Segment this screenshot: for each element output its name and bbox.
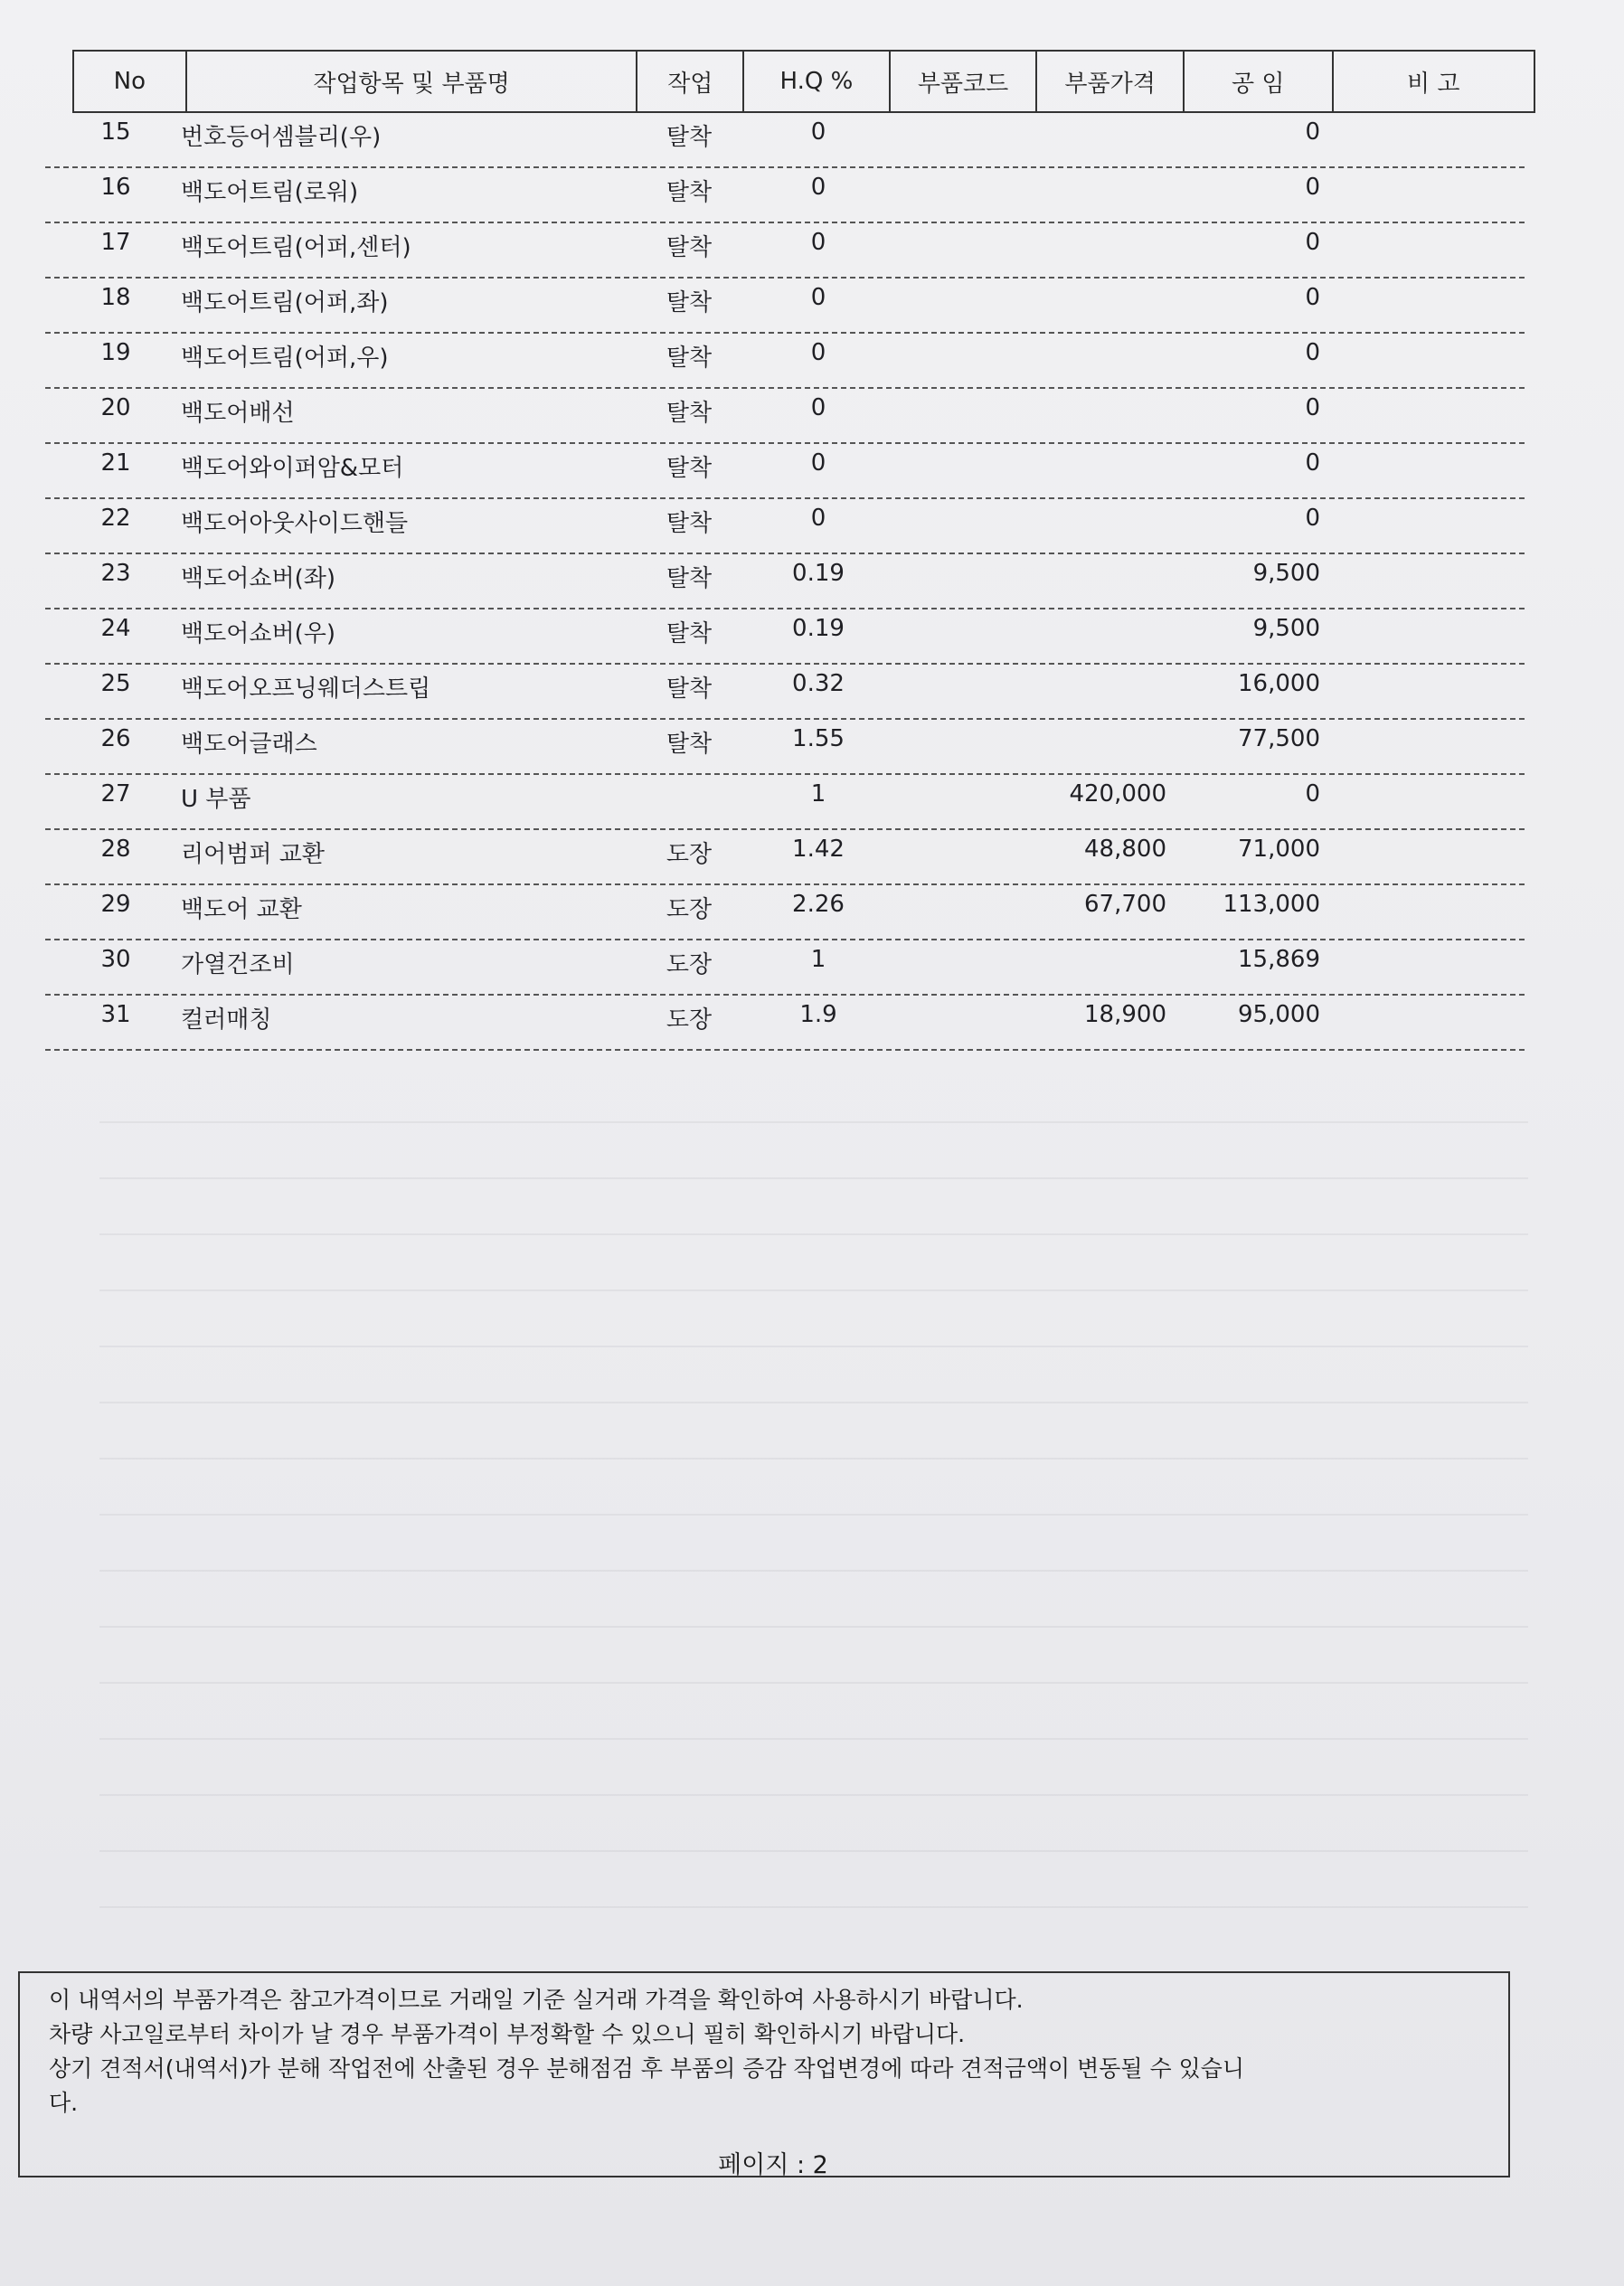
row-labor: 113,000 xyxy=(1223,891,1320,918)
table-row xyxy=(0,775,1624,830)
table-row xyxy=(0,665,1624,720)
row-part-price: 18,900 xyxy=(1084,1001,1166,1028)
row-work: 탈착 xyxy=(666,565,713,592)
page-number: 페이지 : 2 xyxy=(718,2151,828,2179)
row-no: 19 xyxy=(100,339,131,366)
row-hq: 0 xyxy=(810,449,826,477)
row-hq: 2.26 xyxy=(792,891,845,918)
row-no: 24 xyxy=(100,615,131,642)
table-row xyxy=(0,720,1624,775)
row-no: 22 xyxy=(100,505,131,532)
table-row xyxy=(0,554,1624,609)
row-no: 27 xyxy=(100,780,131,808)
row-work: 탈착 xyxy=(666,620,713,647)
row-no: 21 xyxy=(100,449,131,477)
row-part-price: 67,700 xyxy=(1084,891,1166,918)
table-row xyxy=(0,499,1624,554)
row-labor: 71,000 xyxy=(1238,836,1320,863)
row-work: 탈착 xyxy=(666,345,713,372)
row-work: 탈착 xyxy=(666,510,713,537)
row-item-name: 백도어쇼버(우) xyxy=(181,620,335,647)
table-row xyxy=(0,113,1624,168)
table-row xyxy=(0,334,1624,389)
row-hq: 1 xyxy=(810,946,826,973)
row-no: 18 xyxy=(100,284,131,311)
row-item-name: 백도어트림(로워) xyxy=(181,179,359,206)
row-labor: 95,000 xyxy=(1238,1001,1320,1028)
row-item-name: 백도어글래스 xyxy=(181,731,317,758)
notice-line-1: 이 내역서의 부품가격은 참고가격이므로 거래일 기준 실거래 가격을 확인하여 사용하시기 바랍니다. xyxy=(49,1987,1024,2013)
bleed-through-shadow xyxy=(99,1067,1528,1926)
row-no: 29 xyxy=(100,891,131,918)
row-hq: 0 xyxy=(810,339,826,366)
row-part-price: 48,800 xyxy=(1084,836,1166,863)
row-no: 17 xyxy=(100,229,131,256)
row-labor: 16,000 xyxy=(1238,670,1320,697)
row-work: 탈착 xyxy=(666,731,713,758)
row-work: 도장 xyxy=(666,841,713,868)
table-header xyxy=(72,50,1535,113)
row-item-name: 백도어트림(어퍼,좌) xyxy=(181,289,389,316)
row-work: 탈착 xyxy=(666,234,713,261)
row-labor: 0 xyxy=(1305,174,1320,201)
header-item: 작업항목 및 부품명 xyxy=(187,52,638,111)
row-labor: 0 xyxy=(1305,339,1320,366)
row-hq: 0 xyxy=(810,174,826,201)
row-work: 탈착 xyxy=(666,179,713,206)
row-item-name: 백도어쇼버(좌) xyxy=(181,565,335,592)
row-no: 26 xyxy=(100,725,131,752)
row-labor: 9,500 xyxy=(1252,560,1320,587)
row-labor: 0 xyxy=(1305,780,1320,808)
header-part-price: 부품가격 xyxy=(1037,52,1185,111)
row-labor: 15,869 xyxy=(1238,946,1320,973)
row-item-name: 백도어아웃사이드핸들 xyxy=(181,510,409,537)
row-no: 30 xyxy=(100,946,131,973)
header-part-code: 부품코드 xyxy=(891,52,1038,111)
row-item-name: 백도어 교환 xyxy=(181,896,302,923)
row-hq: 0 xyxy=(810,284,826,311)
row-hq: 0.19 xyxy=(792,615,845,642)
row-hq: 1.9 xyxy=(799,1001,837,1028)
table-row xyxy=(0,389,1624,444)
row-no: 28 xyxy=(100,836,131,863)
table-row xyxy=(0,885,1624,940)
row-hq: 0 xyxy=(810,505,826,532)
estimate-rows xyxy=(0,113,1624,1051)
row-work: 탈착 xyxy=(666,400,713,427)
row-work: 탈착 xyxy=(666,455,713,482)
row-item-name: 백도어배선 xyxy=(181,400,295,427)
row-no: 16 xyxy=(100,174,131,201)
row-labor: 0 xyxy=(1305,449,1320,477)
row-no: 31 xyxy=(100,1001,131,1028)
row-no: 25 xyxy=(100,670,131,697)
row-hq: 1.55 xyxy=(792,725,845,752)
row-hq: 1.42 xyxy=(792,836,845,863)
row-labor: 9,500 xyxy=(1252,615,1320,642)
row-item-name: U 부품 xyxy=(181,786,251,813)
row-hq: 0.32 xyxy=(792,670,845,697)
row-item-name: 리어범퍼 교환 xyxy=(181,841,325,868)
row-hq: 0 xyxy=(810,394,826,421)
row-item-name: 백도어오프닝웨더스트립 xyxy=(181,675,431,703)
row-no: 20 xyxy=(100,394,131,421)
table-row xyxy=(0,940,1624,996)
table-row xyxy=(0,223,1624,279)
header-work: 작업 xyxy=(637,52,744,111)
row-work: 탈착 xyxy=(666,289,713,316)
row-item-name: 컬러매칭 xyxy=(181,1006,272,1034)
table-row xyxy=(0,996,1624,1051)
row-hq: 0 xyxy=(810,229,826,256)
row-labor: 0 xyxy=(1305,394,1320,421)
notice-line-3: 상기 견적서(내역서)가 분해 작업전에 산출된 경우 분해점검 후 부품의 증감 작업변경에 따라 견적금액이 변동될 수 있습니 xyxy=(49,2055,1245,2082)
row-no: 15 xyxy=(100,118,131,146)
row-item-name: 백도어와이퍼암&모터 xyxy=(181,455,404,482)
row-work: 도장 xyxy=(666,951,713,978)
notice-line-4: 다. xyxy=(49,2090,79,2116)
row-work: 도장 xyxy=(666,896,713,923)
row-item-name: 가열건조비 xyxy=(181,951,295,978)
notice-line-2: 차량 사고일로부터 차이가 날 경우 부품가격이 부정확할 수 있으니 필히 확인하시기 바랍니다. xyxy=(49,2021,966,2047)
header-remarks: 비 고 xyxy=(1407,70,1460,98)
table-row xyxy=(0,444,1624,499)
row-item-name: 번호등어셈블리(우) xyxy=(181,124,382,151)
row-hq: 0.19 xyxy=(792,560,845,587)
header-labor: 공 임 xyxy=(1185,52,1334,111)
row-labor: 0 xyxy=(1305,284,1320,311)
row-labor: 77,500 xyxy=(1238,725,1320,752)
table-row xyxy=(0,830,1624,885)
row-item-name: 백도어트림(어퍼,우) xyxy=(181,345,389,372)
row-hq: 1 xyxy=(810,780,826,808)
table-row xyxy=(0,168,1624,223)
table-row xyxy=(0,609,1624,665)
row-labor: 0 xyxy=(1305,229,1320,256)
row-hq: 0 xyxy=(810,118,826,146)
row-no: 23 xyxy=(100,560,131,587)
row-work: 탈착 xyxy=(666,675,713,703)
row-labor: 0 xyxy=(1305,505,1320,532)
header-no: No xyxy=(74,52,187,111)
table-row xyxy=(0,279,1624,334)
row-item-name: 백도어트림(어퍼,센터) xyxy=(181,234,411,261)
row-labor: 0 xyxy=(1305,118,1320,146)
row-work: 도장 xyxy=(666,1006,713,1034)
row-work: 탈착 xyxy=(666,124,713,151)
header-hq: H.Q % xyxy=(744,52,891,111)
row-part-price: 420,000 xyxy=(1069,780,1166,808)
